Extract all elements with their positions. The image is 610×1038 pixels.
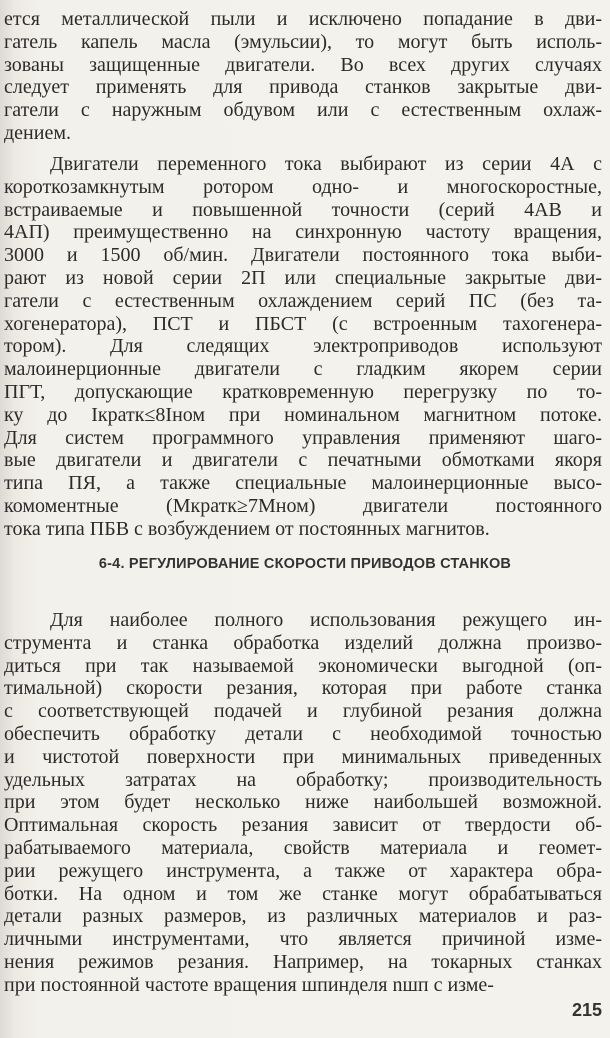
text-line: комоментные (Мкратк≥7Мном) двигатели постоянного: [4, 494, 602, 517]
text-line: ку до Iкратк≤8Iном при номинальном магнитном потоке.: [4, 403, 602, 426]
page-number: 215: [571, 1000, 602, 1020]
section-heading: 6-4. РЕГУЛИРОВАНИЕ СКОРОСТИ ПРИВОДОВ СТАНКОВ: [98, 556, 512, 572]
text-line: ботки. На одном и том же станке могут обрабатываться: [4, 882, 602, 905]
text-line: 4АП) преимущественно на синхронную частоту вращения,: [4, 221, 602, 244]
paragraph-cutting-speed: [4, 609, 602, 997]
text-line: удельных затратах на обработку; производительность: [4, 768, 602, 791]
text-line: 3000 и 1500 об/мин. Двигатели постоянного тока выби-: [4, 244, 602, 267]
text-line: гатель капель масла (эмульсии), то могут быть исполь-: [4, 30, 602, 53]
text-line: Для наиболее полного использования режущего ин-: [50, 609, 602, 631]
text-line: типа ПЯ, а также специальные малоинерционные высо-: [4, 472, 602, 495]
text-line: диться при так называемой экономически выгодной (оп-: [4, 654, 602, 677]
text-line: хогенератора), ПСТ и ПБСТ (с встроенным тахогенера-: [4, 312, 602, 335]
text-line: тимальной) скорости резания, которая при работе станка: [4, 677, 602, 700]
text-line: рают из новой серии 2П или специальные закрытые дви-: [4, 266, 602, 289]
paragraph-motor-series: [4, 153, 602, 541]
text-line: зованы защищенные двигатели. Во всех других случаях: [4, 53, 602, 76]
text-line: с соответствующей подачей и глубиной резания должна: [4, 700, 602, 723]
text-line: вые двигатели и двигатели с печатными обмотками якоря: [4, 449, 602, 472]
text-line: гатели с естественным охлаждением серий ПС (без та-: [4, 289, 602, 312]
text-line: Двигатели переменного тока выбирают из серии 4А с: [50, 153, 602, 175]
text-line: тором). Для следящих электроприводов используют: [4, 335, 602, 358]
text-line: тока типа ПБВ с возбуждением от постоянных магнитов.: [4, 517, 490, 540]
text-line: малоинерционные двигатели с гладким якорем серии: [4, 358, 602, 381]
paragraph-motor-enclosure: [4, 8, 602, 145]
text-line: и чистотой поверхности при минимальных приведенных: [4, 745, 602, 768]
text-line: при этом будет несколько ниже наибольшей возможной.: [4, 791, 602, 814]
text-line: детали разных размеров, из различных материалов и раз-: [4, 905, 602, 928]
text-line: рии режущего инструмента, а также от характера обра-: [4, 859, 602, 882]
text-line: гатели с наружным обдувом или с естественным охлаж-: [4, 99, 602, 122]
text-line: личными инструментами, что является причиной изме-: [4, 928, 602, 951]
text-line: следует применять для привода станков закрытые дви-: [4, 76, 602, 99]
text-line: ПГТ, допускающие кратковременную перегрузку по то-: [4, 380, 602, 403]
text-line: Оптимальная скорость резания зависит от твердости об-: [4, 814, 602, 837]
text-line: ется металлической пыли и исключено попадание в дви-: [4, 8, 602, 30]
text-line: нения режимов резания. Например, на токарных станках: [4, 950, 602, 973]
text-line: встраиваемые и повышенной точности (серий 4АВ и: [4, 198, 602, 221]
text-line: обеспечить обработку детали с необходимой точностью: [4, 722, 602, 745]
text-line: короткозамкнутым ротором одно- и многоскоростные,: [4, 175, 602, 198]
text-line: рабатываемого материала, свойств материала и геомет-: [4, 836, 602, 859]
text-line: струмента и станка обработка изделий должна произво-: [4, 631, 602, 654]
text-line: Для систем программного управления применяют шаго-: [4, 426, 602, 449]
text-line: при постоянной частоте вращения шпинделя nшп с изме-: [4, 973, 494, 996]
text-line: дением.: [4, 121, 71, 144]
